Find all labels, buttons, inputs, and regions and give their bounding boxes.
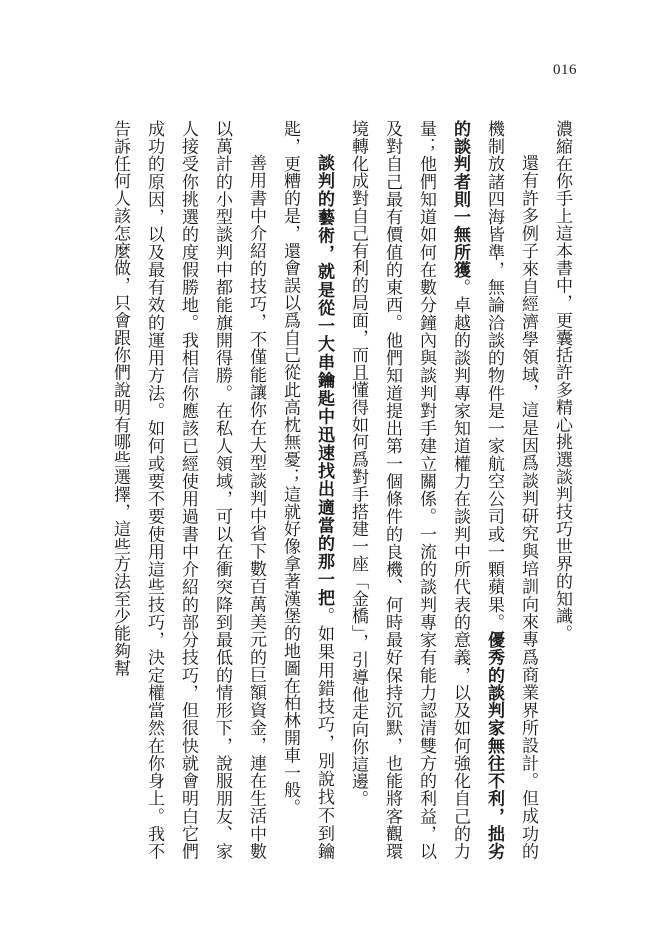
bold-text-segment: 談判的藝術，就是從一大串鑰匙中迅速找出適當的那一把 xyxy=(314,154,334,608)
paragraph-4 xyxy=(103,120,273,860)
text-segment: 濃縮在你手上這本書中，更囊括許多精心挑選談判技巧世界的知識。 xyxy=(552,120,572,642)
page-number: 016 xyxy=(553,62,577,78)
text-segment: 。如果用錯技巧，別說找不到鑰匙，更糟的是，還會誤以爲自己從此高枕無憂；這就好像拿著漢堡的地圖在柏林開車一般。 xyxy=(280,120,334,860)
bold-text-segment: 優秀的談判家無往不利，拙劣的談判者則一無所獲 xyxy=(450,120,504,860)
body-text xyxy=(79,120,579,860)
paragraph-2 xyxy=(341,120,545,860)
paragraph-3 xyxy=(273,120,341,860)
paragraph-1 xyxy=(545,120,579,860)
text-segment: 還有許多例子來自經濟學領域，這是因爲談判研究與培訓向來專爲商業界所設計。但成功的機制放諸四海皆準，無論洽談的物件是一家航空公司或一顆蘋果。 xyxy=(484,120,538,860)
text-segment: 。卓越的談判專家知道權力在談判中所代表的意義，以及如何強化自己的力量；他們知道如何在數分鐘內與談判對手建立關係。一流的談判專家有能力認清雙方的利益，以及對自己最有價值的東西。他們知道提出第一個條件的良機、何時最好保持沉默，也能將客觀環境轉化成對自己有利的局面，而且懂得如何爲對手搭建一座「金橋」，引導他走向你這邊。 xyxy=(348,120,470,860)
text-segment: 善用書中介紹的技巧，不僅能讓你在大型談判中省下數百萬美元的巨額資金，連在生活中數以萬計的小型談判中都能旗開得勝。在私人領域，可以在衝突降到最低的情形下，說服朋友、家人接受你挑選的度假勝地。我相信你應該已經使用過書中介紹的部分技巧，但很快就會明白它們成功的原因，以及最有效的運用方法。如何或要不要使用這些技巧，決定權當然在你身上。我不告訴任何人該怎麼做，只會跟你們說明有哪些選擇，這些方法至少能夠幫 xyxy=(110,120,266,860)
